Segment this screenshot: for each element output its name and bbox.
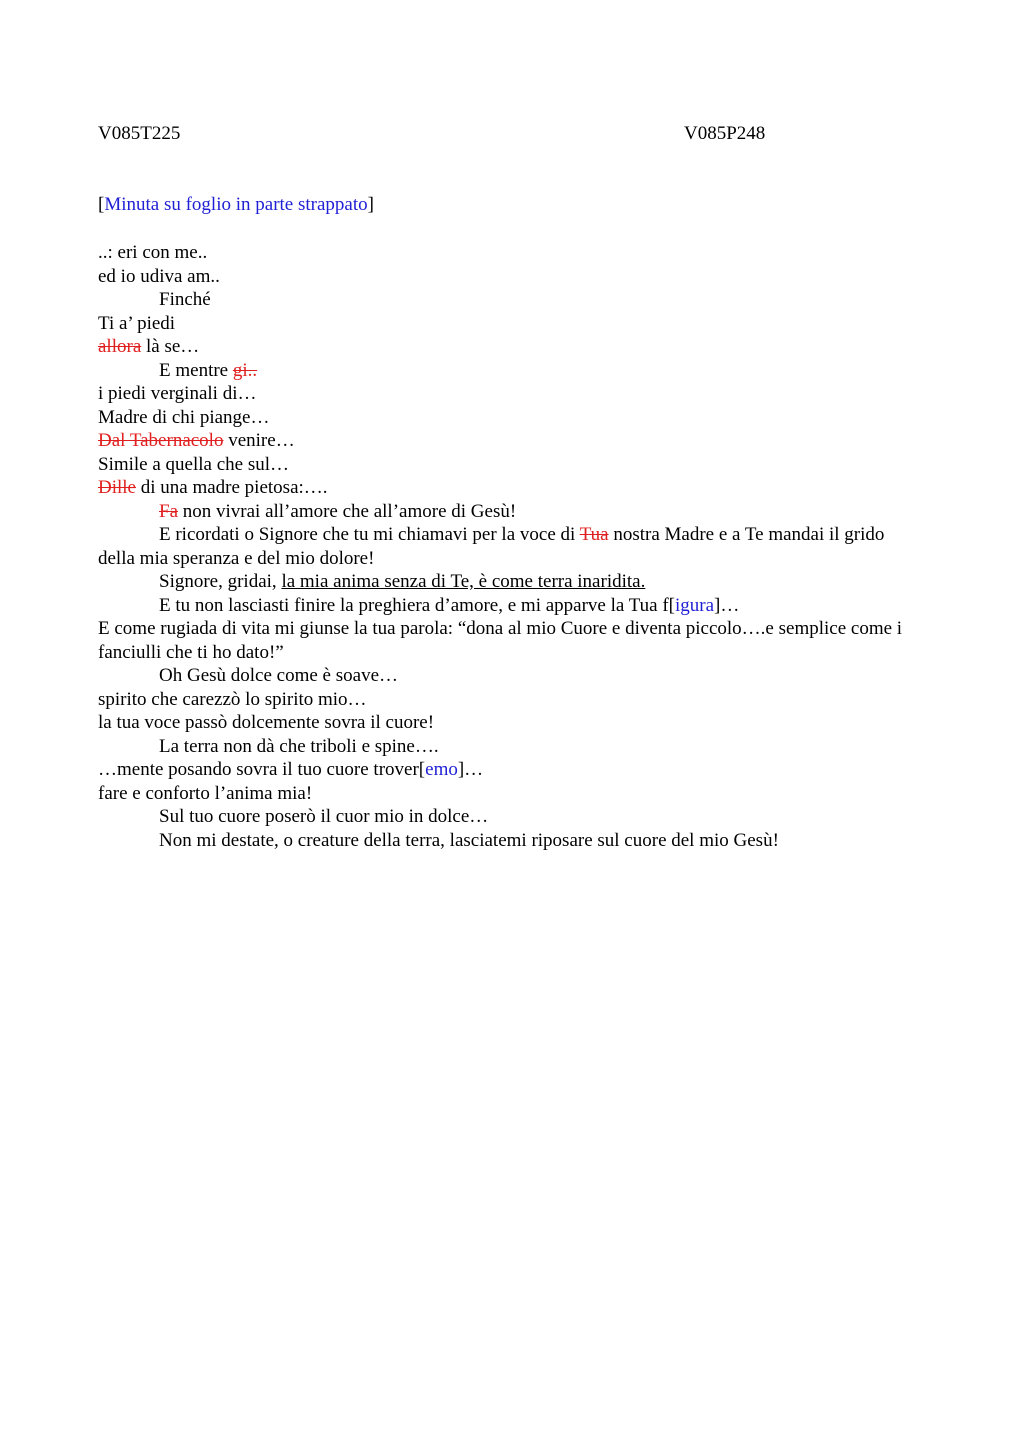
deleted-word: allora xyxy=(98,336,142,357)
underlined-phrase: la mia anima senza di Te, è come terra inaridita. xyxy=(281,571,646,592)
editorial-note xyxy=(98,193,374,217)
line-text: là se… xyxy=(141,336,200,357)
text-line: Ti a’ piedi xyxy=(98,312,176,334)
text-line xyxy=(98,429,918,453)
text-line xyxy=(98,500,918,524)
deleted-word: Fa xyxy=(159,500,178,522)
text-line: Oh Gesù dolce come è soave… xyxy=(159,665,399,686)
line-text: …mente posando sovra il tuo cuore trover[ xyxy=(98,759,426,780)
line-text: ]… xyxy=(714,594,740,616)
note-bracket-close: ] xyxy=(367,194,374,215)
editorial-insertion: igura xyxy=(675,594,715,616)
text-line: i piedi verginali di… xyxy=(98,383,257,404)
deleted-word: Dille xyxy=(98,477,136,498)
line-text: E tu non lasciasti finire la preghiera d’amore, e mi apparve la Tua f[ xyxy=(159,594,675,616)
deleted-word: gi.. xyxy=(232,359,258,381)
line-text: ]… xyxy=(457,759,484,780)
note-bracket-open: [ xyxy=(98,194,105,215)
text-line: Madre di chi piange… xyxy=(98,406,270,428)
document-code-right: V085P248 xyxy=(684,123,766,144)
text-line xyxy=(98,359,918,383)
text-paragraph: E come rugiada di vita mi giunse la tua parola: “dona al mio Cuore e diventa piccolo….e semplice come i fanciulli che ti ho dato!” xyxy=(98,618,903,663)
text-line: La terra non dà che triboli e spine…. xyxy=(159,735,439,757)
text-line: fare e conforto l’anima mia! xyxy=(98,782,313,804)
line-text: E ricordati o Signore che tu mi chiamavi per la voce di xyxy=(159,524,580,545)
deleted-word: Tua xyxy=(579,524,609,545)
note-text: Minuta su foglio in parte strappato xyxy=(104,194,368,215)
text-line xyxy=(98,594,918,618)
text-line xyxy=(98,335,918,359)
text-line: la tua voce passò dolcemente sovra il cuore! xyxy=(98,712,435,733)
text-line: Non mi destate, o creature della terra, lasciatemi riposare sul cuore del mio Gesù! xyxy=(159,829,779,851)
text-line: ..: eri con me.. xyxy=(98,242,208,263)
text-line: spirito che carezzò lo spirito mio… xyxy=(98,688,367,710)
text-paragraph xyxy=(98,523,918,570)
line-text: di una madre pietosa:…. xyxy=(136,477,328,498)
line-text: nostra Madre e a Te mandai il grido della mia speranza e del mio dolore! xyxy=(98,524,885,569)
deleted-word: Dal Tabernacolo xyxy=(98,430,224,451)
text-line: Sul tuo cuore poserò il cuor mio in dolce… xyxy=(159,806,489,827)
text-line xyxy=(98,476,918,500)
text-line xyxy=(98,570,918,594)
line-text: Signore, gridai, xyxy=(159,571,282,592)
editorial-insertion: emo xyxy=(425,759,458,780)
transcription-body xyxy=(98,241,918,852)
text-line xyxy=(98,758,918,782)
line-text: E mentre xyxy=(159,359,233,381)
document-code-left: V085T225 xyxy=(98,123,181,144)
text-line: Finché xyxy=(159,289,211,310)
line-text: non vivrai all’amore che all’amore di Gesù! xyxy=(178,500,517,522)
text-line: ed io udiva am.. xyxy=(98,265,220,287)
line-text: venire… xyxy=(223,430,295,451)
text-line: Simile a quella che sul… xyxy=(98,453,290,475)
